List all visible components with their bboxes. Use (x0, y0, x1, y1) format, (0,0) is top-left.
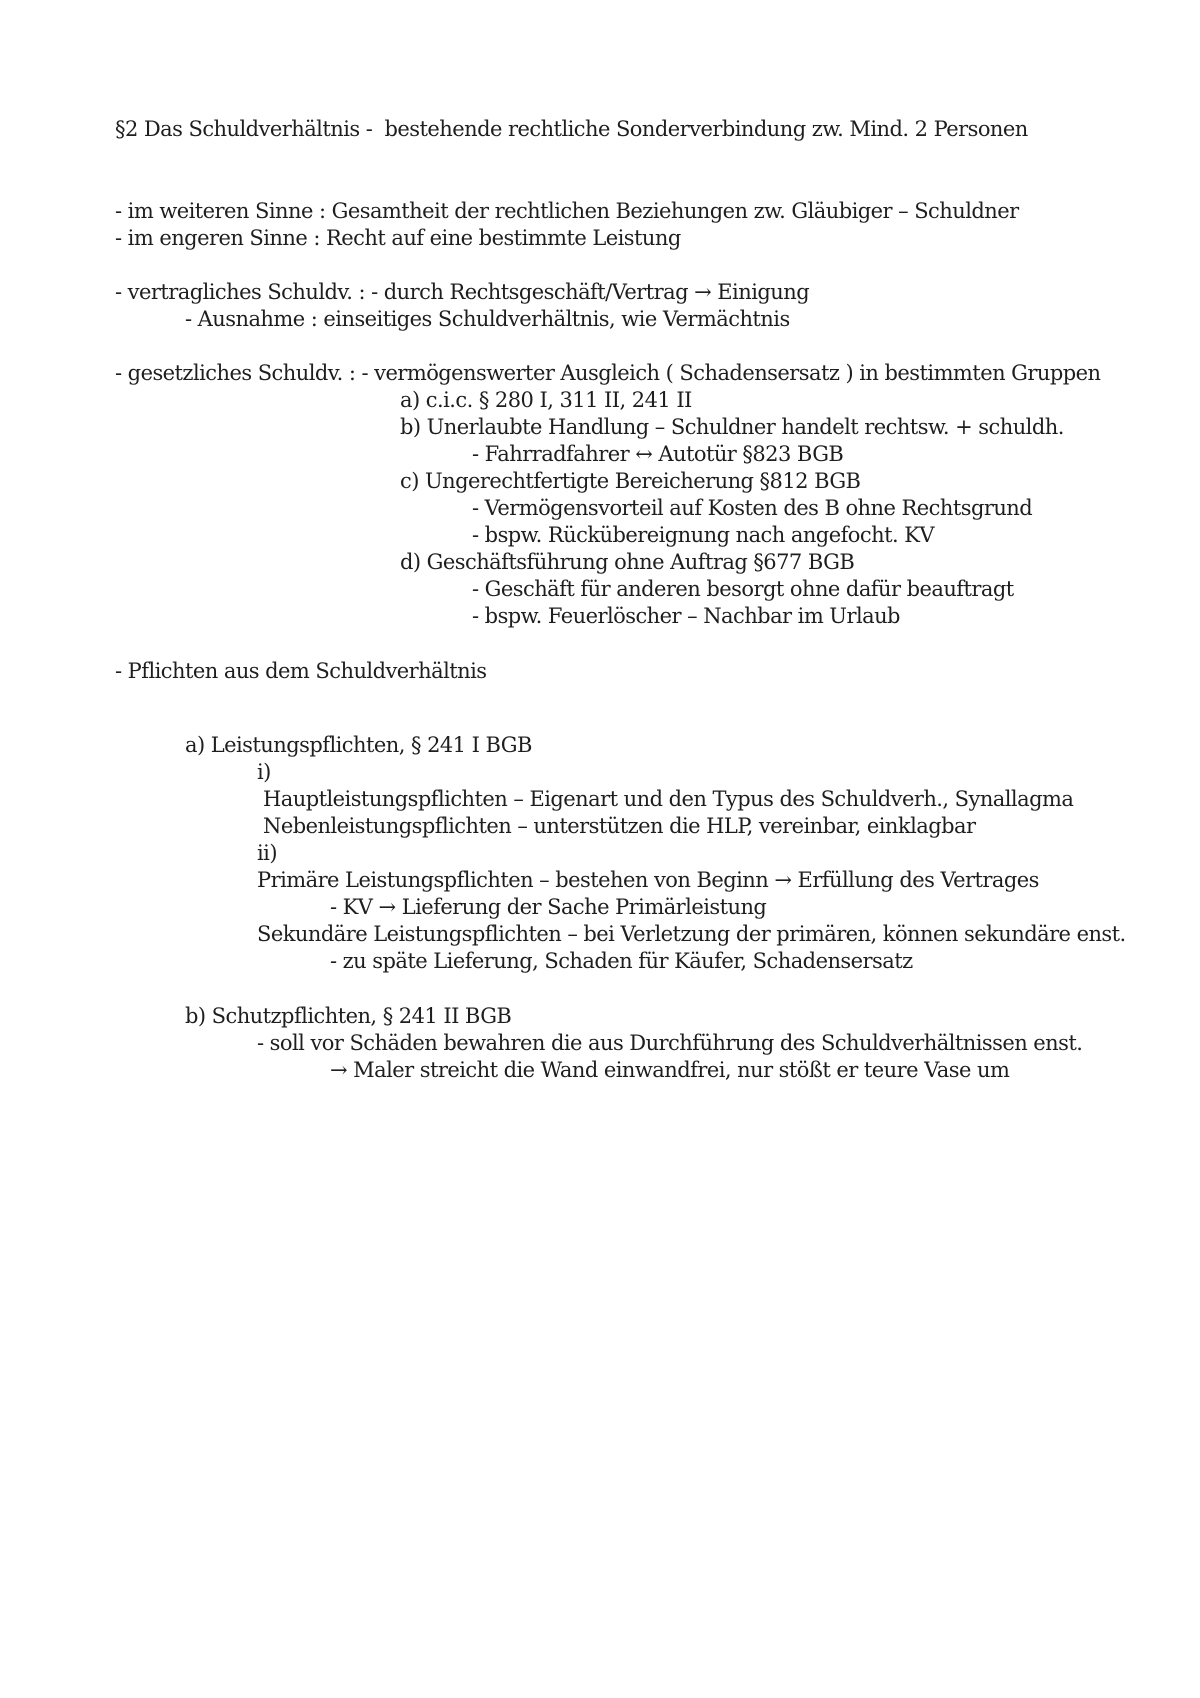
text-line: a) Leistungspflichten, § 241 I BGB (185, 733, 532, 757)
text-line: - im weiteren Sinne : Gesamtheit der rechtlichen Beziehungen zw. Gläubiger – Schuldner (115, 199, 1019, 223)
text-line: - soll vor Schäden bewahren die aus Durchführung des Schuldverhältnissen enst. (257, 1031, 1083, 1055)
text-line: - Ausnahme : einseitiges Schuldverhältnis, wie Vermächtnis (185, 307, 790, 331)
text-line: ii) (257, 841, 277, 865)
text-line: - Geschäft für anderen besorgt ohne dafür beauftragt (472, 577, 1014, 601)
text-line: Primäre Leistungspflichten – bestehen von Beginn → Erfüllung des Vertrages (257, 868, 1039, 892)
text-line: - gesetzliches Schuldv. : - vermögenswerter Ausgleich ( Schadensersatz ) in bestimmten Gruppen (115, 361, 1101, 385)
document-title: §2 Das Schuldverhältnis - bestehende rechtliche Sonderverbindung zw. Mind. 2 Personen (115, 117, 1028, 141)
text-line: - Vermögensvorteil auf Kosten des B ohne Rechtsgrund (472, 496, 1033, 520)
text-line: b) Schutzpflichten, § 241 II BGB (185, 1004, 512, 1028)
text-line: - vertragliches Schuldv. : - durch Rechtsgeschäft/Vertrag → Einigung (115, 280, 810, 304)
text-line: - bspw. Feuerlöscher – Nachbar im Urlaub (472, 604, 900, 628)
text-line: - Pflichten aus dem Schuldverhältnis (115, 659, 487, 683)
text-line: d) Geschäftsführung ohne Auftrag §677 BGB (400, 550, 855, 574)
text-line: Sekundäre Leistungspflichten – bei Verletzung der primären, können sekundäre enst. (257, 922, 1126, 946)
text-line: → Maler streicht die Wand einwandfrei, nur stößt er teure Vase um (330, 1058, 1010, 1082)
text-line: - bspw. Rückübereignung nach angefocht. KV (472, 523, 934, 547)
text-line: Nebenleistungspflichten – unterstützen die HLP, vereinbar, einklagbar (263, 814, 976, 838)
text-line: c) Ungerechtfertigte Bereicherung §812 BGB (400, 469, 861, 493)
text-line: - im engeren Sinne : Recht auf eine bestimmte Leistung (115, 226, 681, 250)
text-line: - Fahrradfahrer ↔ Autotür §823 BGB (472, 442, 844, 466)
text-line: - zu späte Lieferung, Schaden für Käufer, Schadensersatz (330, 949, 913, 973)
text-line: - KV → Lieferung der Sache Primärleistung (330, 895, 767, 919)
text-line: Hauptleistungspflichten – Eigenart und den Typus des Schuldverh., Synallagma (263, 787, 1074, 811)
text-line: b) Unerlaubte Handlung – Schuldner handelt rechtsw. + schuldh. (400, 415, 1064, 439)
text-line: a) c.i.c. § 280 I, 311 II, 241 II (400, 388, 692, 412)
text-line: i) (257, 760, 271, 784)
